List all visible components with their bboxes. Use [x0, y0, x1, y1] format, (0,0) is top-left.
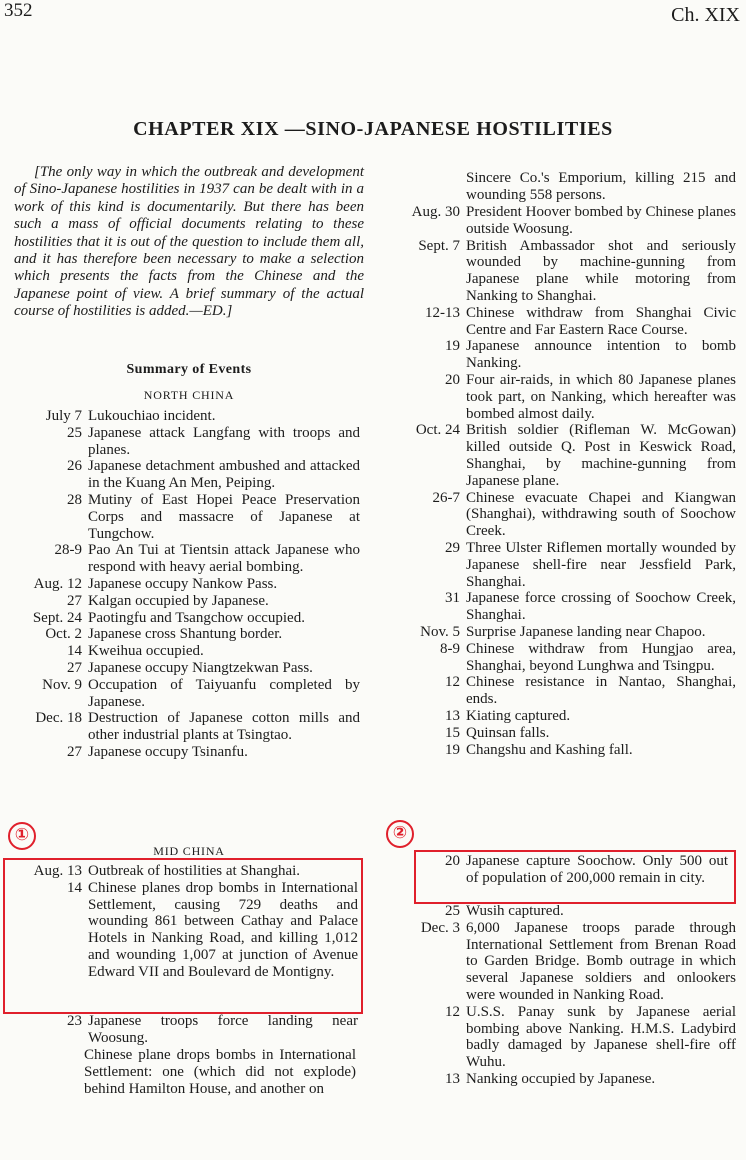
- event-date: 23: [67, 1013, 82, 1029]
- event-text: Pao An Tui at Tientsin attack Japanese who respond with heavy aerial bombing.: [88, 542, 360, 576]
- event-date: 15: [445, 724, 460, 741]
- event-entry: [8, 492, 360, 542]
- event-text: Chinese resistance in Nantao, Shanghai, ends.: [466, 674, 736, 708]
- event-entry: [8, 610, 360, 627]
- event-date: 27: [67, 743, 82, 760]
- event-text: Three Ulster Riflemen mortally wounded by Japanese shell-fire near Jessfield Park, Shanghai.: [466, 539, 736, 590]
- event-date: 20: [445, 371, 460, 388]
- event-date: Nov. 5: [420, 623, 460, 640]
- event-date: 19: [445, 338, 460, 355]
- event-entry: [384, 624, 736, 641]
- event-entry: [384, 372, 736, 422]
- event-entry: [384, 305, 736, 339]
- event-text: Japanese capture Soochow. Only 500 out of population of 200,000 remain in city.: [466, 853, 728, 886]
- event-entry: [8, 593, 360, 610]
- event-date: Oct. 2: [45, 626, 82, 643]
- event-text: Destruction of Japanese cotton mills and other industrial plants at Tsingtao.: [88, 710, 360, 744]
- event-text: British Ambassador shot and seriously wounded by machine-gunning from Japanese plane while motoring from Nanking to Shanghai.: [466, 237, 736, 304]
- event-text: Kiating captured.: [466, 707, 571, 724]
- event-entry: [384, 920, 736, 1004]
- event-text: Chinese planes drop bombs in International Settlement, causing 729 deaths and wounding 861 between Cathay and Palace Hotels in Nanking Road, and killing 1,012 and wounding 1,007 at junction of Avenue Edward VII and Boulevard de Montigny.: [88, 879, 358, 980]
- mid-china-events: [8, 1013, 358, 1047]
- right-column-continuation: Sincere Co.'s Emporium, killing 215 and wounding 558 persons.: [466, 170, 736, 203]
- event-text: British soldier (Rifleman W. McGowan) killed outside Q. Post in Keswick Road, Shanghai, by machine-gunning from Japanese plane.: [466, 422, 736, 489]
- event-date: Sept. 7: [418, 237, 460, 254]
- event-date: 28: [67, 491, 82, 508]
- event-entry: [8, 880, 358, 981]
- event-date: 8-9: [440, 640, 460, 657]
- event-text: Chinese withdraw from Shanghai Civic Centre and Far Eastern Race Course.: [466, 304, 736, 338]
- event-entry: [384, 540, 736, 590]
- event-entry: [384, 590, 736, 624]
- mid-china-continuation: Chinese plane drops bombs in International Settlement: one (which did not explode) behind Hamilton House, and another on: [84, 1047, 356, 1097]
- event-entry: [8, 576, 360, 593]
- right-column-events-late: [384, 903, 736, 1088]
- event-text: Outbreak of hostilities at Shanghai.: [88, 863, 301, 879]
- event-entry: [8, 863, 358, 880]
- event-date: Nov. 9: [42, 676, 82, 693]
- mid-china-heading: MID CHINA: [153, 844, 225, 858]
- event-entry: [384, 338, 736, 372]
- event-date: Aug. 30: [411, 204, 460, 220]
- event-text: Japanese occupy Tsinanfu.: [88, 743, 248, 760]
- event-text: Mutiny of East Hopei Peace Preservation Corps and massacre of Japanese at Tungchow.: [88, 491, 360, 542]
- event-text: Kweihua occupied.: [88, 643, 204, 660]
- event-date: 12: [445, 674, 460, 691]
- event-date: 26-7: [432, 489, 460, 506]
- north-china-events: [8, 408, 360, 761]
- event-date: 28-9: [54, 542, 82, 559]
- event-text: Surprise Japanese landing near Chapoo.: [466, 623, 706, 640]
- event-date: Dec. 18: [35, 710, 82, 727]
- event-entry: [8, 542, 360, 576]
- event-text: Lukouchiao incident.: [88, 408, 216, 424]
- event-date: 29: [445, 539, 460, 556]
- event-date: 25: [445, 903, 460, 919]
- event-date: 25: [67, 424, 82, 441]
- event-date: 13: [445, 1070, 460, 1087]
- event-text: Chinese evacuate Chapei and Kiangwan (Shanghai), withdrawing south of Soochow Creek.: [466, 489, 736, 540]
- event-text: 6,000 Japanese troops parade through International Settlement from Brenan Road to Garden Bridge. Bomb outrage in which several Japanese soldiers and onlookers were wounded in Nanking Road.: [466, 919, 736, 1003]
- event-text: Quinsan falls.: [466, 724, 550, 741]
- event-date: Sept. 24: [32, 609, 82, 626]
- event-entry: [384, 490, 736, 540]
- event-date: July 7: [45, 408, 82, 424]
- right-column-events: [384, 204, 736, 758]
- mid-china-highlighted-events: [8, 863, 358, 981]
- event-entry: [8, 643, 360, 660]
- page-number: 352: [4, 0, 33, 21]
- event-entry: [384, 725, 736, 742]
- event-date: 20: [445, 853, 460, 869]
- event-text: Nanking occupied by Japanese.: [466, 1070, 656, 1087]
- event-entry: [384, 238, 736, 305]
- chapter-title: CHAPTER XIX —SINO-JAPANESE HOSTILITIES: [133, 118, 613, 140]
- event-text: Japanese announce intention to bomb Nanking.: [466, 338, 736, 372]
- chapter-reference: Ch. XIX: [671, 4, 740, 26]
- event-text: Japanese force crossing of Soochow Creek, Shanghai.: [466, 590, 736, 624]
- event-date: Aug. 13: [33, 863, 82, 879]
- event-text: Chinese withdraw from Hungjao area, Shanghai, beyond Lunghwa and Tsingpu.: [466, 640, 736, 674]
- event-entry: [384, 674, 736, 708]
- event-text: Occupation of Taiyuanfu completed by Japanese.: [88, 676, 360, 710]
- event-text: U.S.S. Panay sunk by Japanese aerial bombing above Nanking. H.M.S. Ladybird badly damaged by Japanese shell-fire off Wuhu.: [466, 1003, 736, 1071]
- event-text: Japanese cross Shantung border.: [88, 626, 283, 643]
- marker-two: ②: [386, 820, 414, 848]
- event-date: 27: [67, 592, 82, 609]
- event-entry: [8, 677, 360, 711]
- event-entry: [8, 660, 360, 677]
- event-entry: [384, 708, 736, 725]
- event-date: 27: [67, 659, 82, 676]
- event-entry: [8, 710, 360, 744]
- event-text: Changshu and Kashing fall.: [466, 741, 633, 758]
- event-entry: [8, 626, 360, 643]
- event-entry: [384, 641, 736, 675]
- event-date: 14: [67, 879, 82, 896]
- event-date: Oct. 24: [415, 422, 460, 439]
- event-entry: [384, 422, 736, 489]
- event-date: 12: [445, 1003, 460, 1020]
- event-text: Japanese troops force landing near Woosung.: [88, 1013, 358, 1046]
- event-date: 14: [67, 643, 82, 660]
- event-date: 12-13: [425, 304, 460, 321]
- event-date: 26: [67, 458, 82, 475]
- event-entry: [384, 903, 736, 920]
- event-entry: [8, 458, 360, 492]
- event-date: Dec. 3: [420, 919, 460, 936]
- marker-one: ①: [8, 822, 36, 850]
- event-entry: [384, 853, 728, 887]
- event-entry: [384, 1071, 736, 1088]
- event-entry: [384, 1004, 736, 1071]
- intro-paragraph: [The only way in which the outbreak and development of Sino-Japanese hostilities in 1937 can be dealt with in a work of this kind is documentarily. But there has been such a mass of official documents relating to these hostilities that it is out of the question to include them all, and it has therefore been necessary to make a selection which presents the facts from the Chinese and the Japanese point of view. A brief summary of the actual course of hostilities is added.—ED.]: [14, 164, 364, 320]
- event-entry: [384, 742, 736, 759]
- event-text: Kalgan occupied by Japanese.: [88, 592, 269, 609]
- event-entry: [384, 204, 736, 238]
- event-date: 13: [445, 707, 460, 724]
- event-entry: [8, 425, 360, 459]
- event-date: Aug. 12: [33, 575, 82, 592]
- event-date: 19: [445, 741, 460, 758]
- event-text: Four air-raids, in which 80 Japanese planes took part, on Nanking, which hereafter was bombed almost daily.: [466, 371, 736, 422]
- event-entry: [8, 1013, 358, 1047]
- event-text: Japanese occupy Nankow Pass.: [88, 575, 278, 592]
- summary-heading: Summary of Events: [126, 362, 252, 377]
- north-china-heading: NORTH CHINA: [143, 388, 235, 402]
- event-date: 31: [445, 590, 460, 607]
- event-entry: [8, 744, 360, 761]
- event-entry: [8, 408, 360, 425]
- event-text: Japanese occupy Niangtzekwan Pass.: [88, 659, 313, 676]
- event-text: Japanese detachment ambushed and attacked in the Kuang An Men, Peiping.: [88, 458, 360, 492]
- event-text: Japanese attack Langfang with troops and planes.: [88, 424, 360, 458]
- event-text: President Hoover bombed by Chinese planes outside Woosung.: [466, 204, 736, 237]
- right-column-highlighted-event: [384, 853, 728, 887]
- event-text: Wusih captured.: [466, 903, 564, 919]
- event-text: Paotingfu and Tsangchow occupied.: [88, 609, 305, 626]
